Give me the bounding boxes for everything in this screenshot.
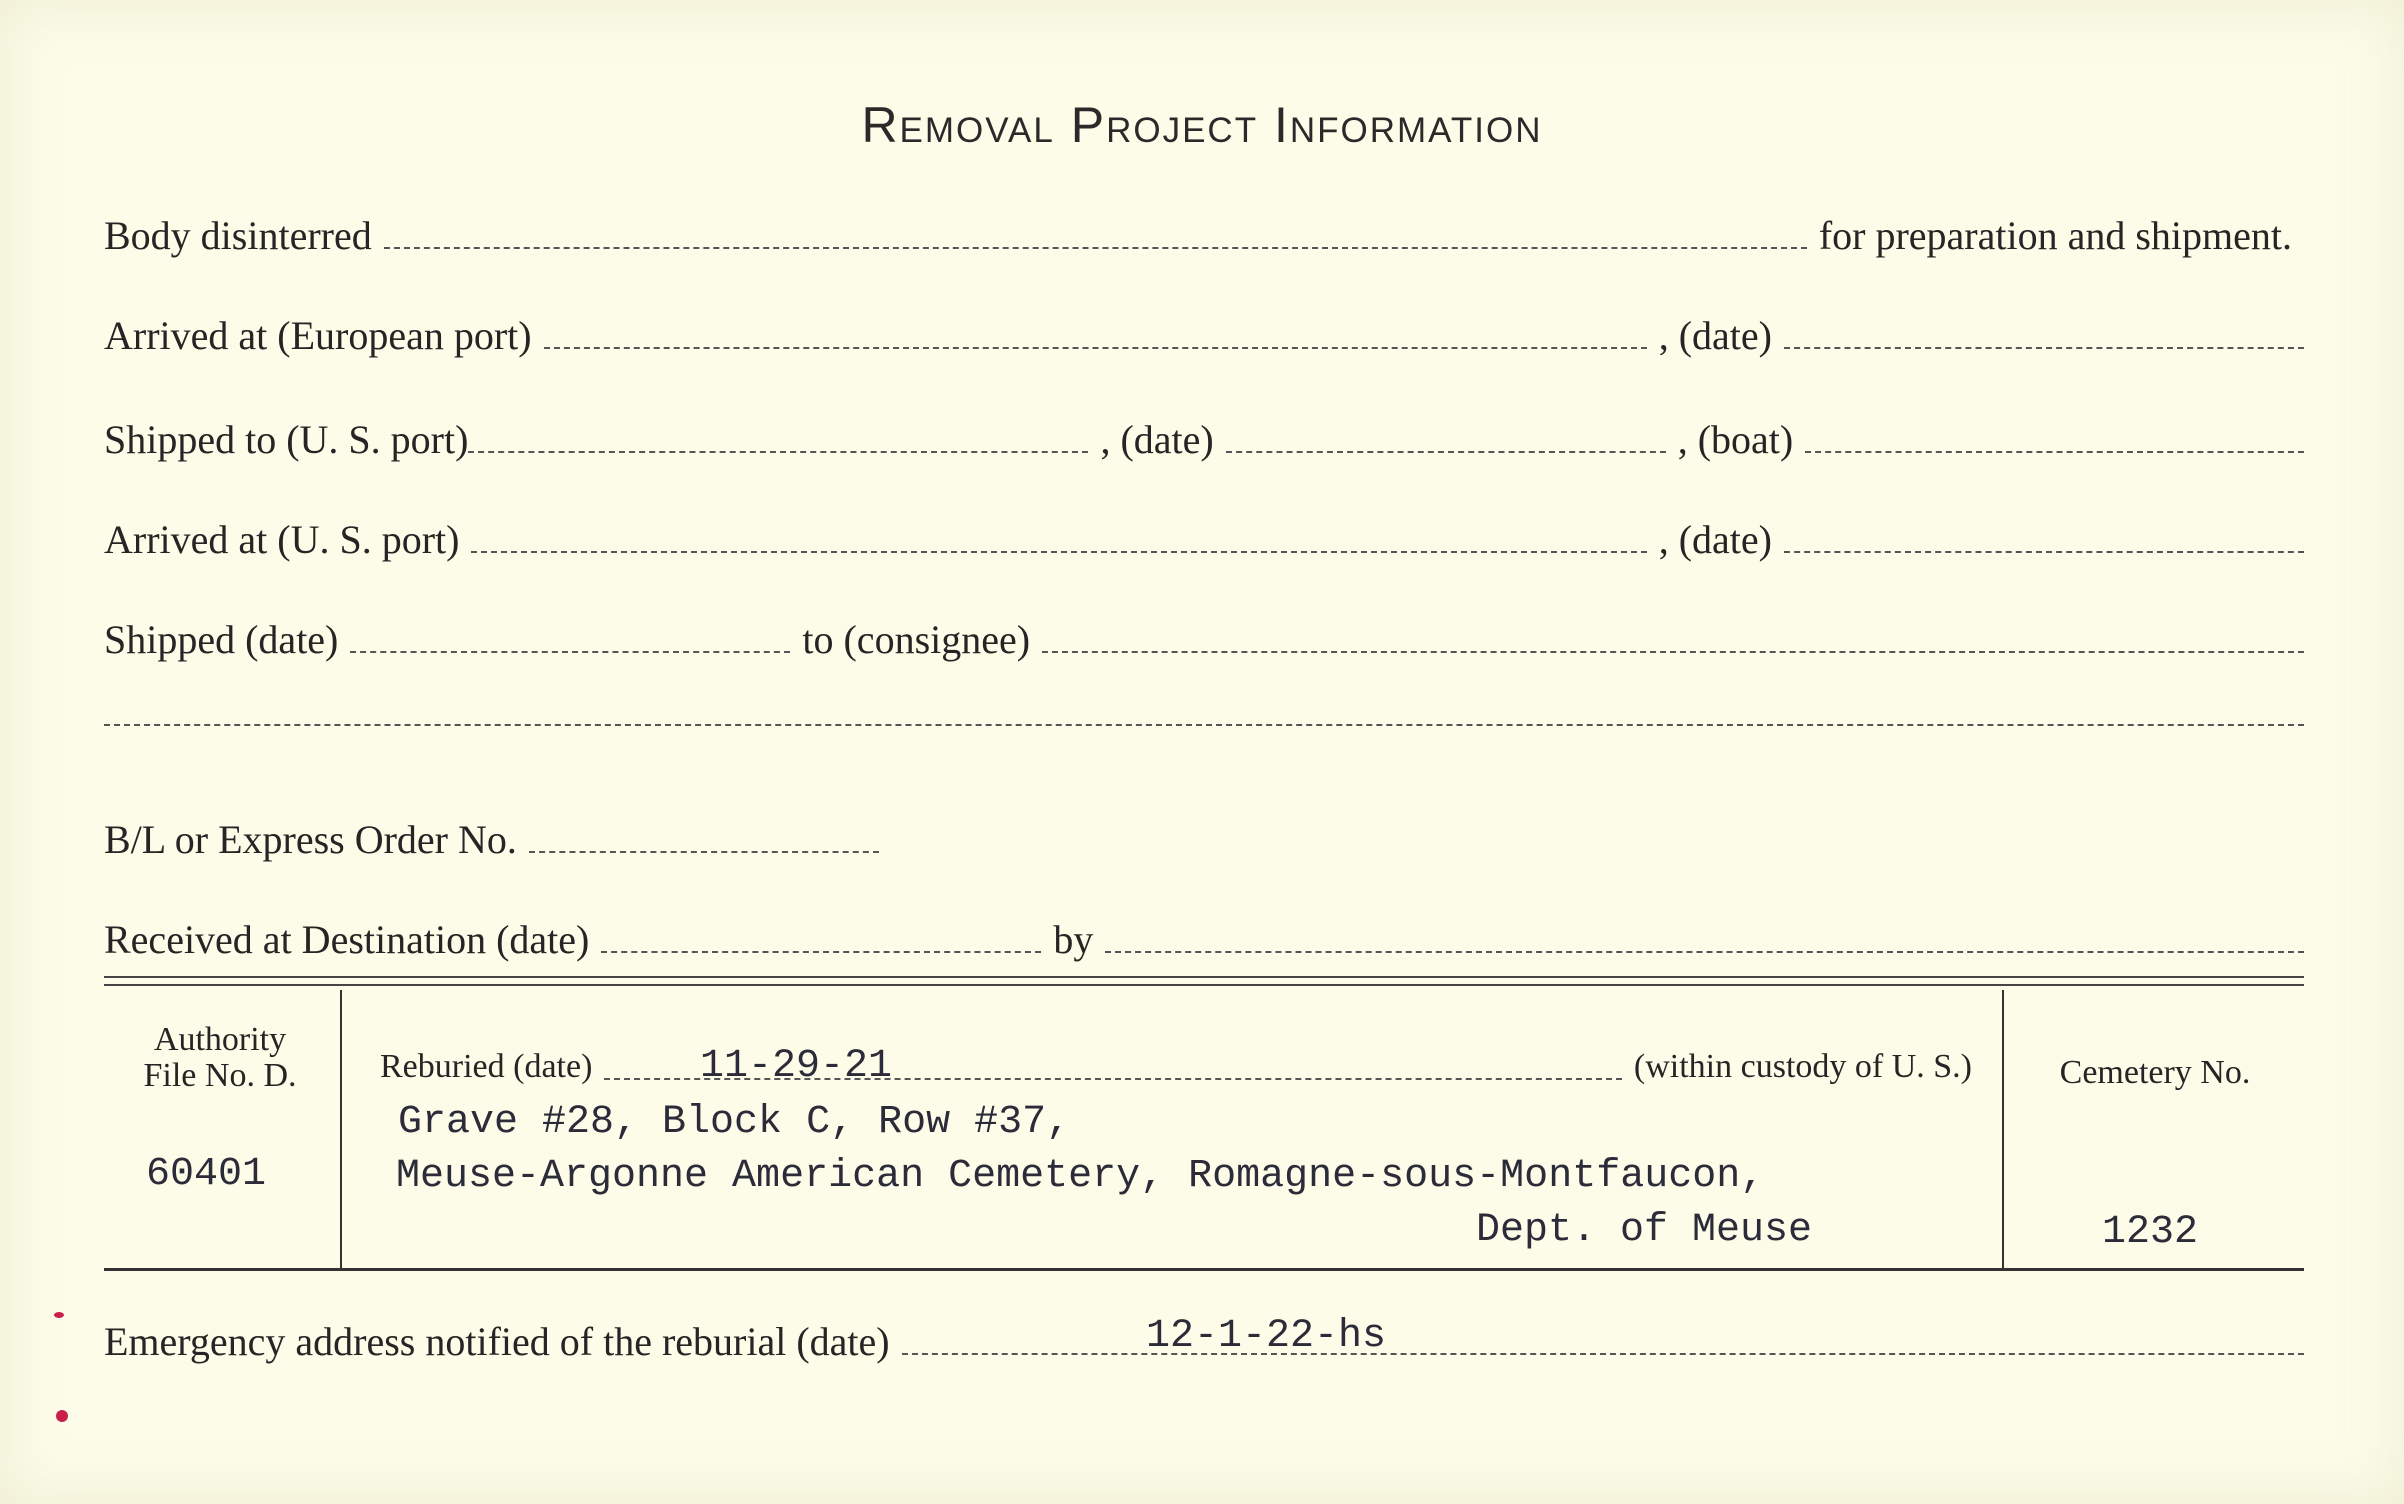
label-received-destination: Received at Destination (date)	[104, 917, 590, 962]
row-consignee-continued	[104, 724, 2304, 736]
label-for-preparation: for preparation and shipment.	[1818, 213, 2292, 258]
reburied-date-value: 11-29-21	[700, 1044, 893, 1089]
label-emergency: Emergency address notified of the reburial (date)	[104, 1319, 890, 1364]
label-body-disinterred: Body disinterred	[104, 213, 372, 258]
emergency-date-value: 12-1-22-hs	[1146, 1314, 1387, 1359]
field-us-port[interactable]	[468, 451, 1088, 453]
label-custody: (within custody of U. S.)	[1633, 1048, 1972, 1085]
label-arrived-us: Arrived at (U. S. port)	[104, 517, 460, 562]
cemetery-no-label: Cemetery No.	[2059, 1054, 2251, 1091]
field-date-2[interactable]	[1226, 451, 1666, 453]
field-consignee-continued[interactable]	[104, 724, 2304, 726]
field-date-3[interactable]	[1784, 551, 2304, 553]
table-top-rule	[104, 976, 2304, 986]
ink-mark	[56, 1410, 68, 1422]
field-emergency-date[interactable]	[902, 1353, 2304, 1355]
page-title: Removal Project Information	[861, 97, 1543, 153]
grave-location-line2: Meuse-Argonne American Cemetery, Romagne-sous-Montfaucon,	[396, 1154, 1765, 1199]
field-arrived-us-port[interactable]	[471, 551, 1646, 553]
field-consignee[interactable]	[1042, 651, 2304, 653]
label-shipped-date: Shipped (date)	[104, 617, 339, 662]
authority-file-value: 60401	[146, 1152, 267, 1197]
label-arrived-european: Arrived at (European port)	[104, 313, 532, 358]
label-date-1: , (date)	[1658, 313, 1772, 358]
row-shipped-us-port	[104, 416, 2304, 463]
label-by: by	[1053, 917, 1094, 962]
field-date-1[interactable]	[1784, 347, 2304, 349]
row-reburied	[380, 1048, 1984, 1086]
field-european-port[interactable]	[544, 347, 1647, 349]
field-shipped-date[interactable]	[350, 651, 790, 653]
row-received-destination	[104, 916, 2304, 963]
label-to-consignee: to (consignee)	[802, 617, 1031, 662]
field-body-disinterred[interactable]	[384, 247, 1807, 249]
row-body-disinterred	[104, 212, 2304, 259]
ink-mark	[54, 1312, 64, 1318]
label-bl-order: B/L or Express Order No.	[104, 817, 517, 862]
grave-location-line3: Dept. of Meuse	[1476, 1208, 1813, 1253]
label-date-2: , (date)	[1100, 417, 1214, 462]
row-shipped-date	[104, 616, 2304, 663]
field-boat[interactable]	[1805, 451, 2304, 453]
table-divider-right	[2002, 990, 2004, 1270]
label-boat: , (boat)	[1677, 417, 1794, 462]
label-reburied-date: Reburied (date)	[380, 1048, 593, 1085]
table-divider-left	[340, 990, 342, 1270]
authority-file-label: Authority File No. D.	[143, 1021, 297, 1094]
row-arrived-european	[104, 312, 2304, 359]
label-date-3: , (date)	[1658, 517, 1772, 562]
field-received-by[interactable]	[1105, 951, 2304, 953]
row-bl-order	[104, 816, 2304, 863]
field-received-date[interactable]	[601, 951, 1041, 953]
field-bl-order[interactable]	[529, 851, 879, 853]
cemetery-no-value: 1232	[2102, 1210, 2199, 1255]
label-shipped-us-port: Shipped to (U. S. port)	[104, 417, 469, 462]
row-arrived-us	[104, 516, 2304, 563]
table-bottom-rule	[104, 1268, 2304, 1271]
grave-location-line1: Grave #28, Block C, Row #37,	[398, 1100, 1071, 1145]
